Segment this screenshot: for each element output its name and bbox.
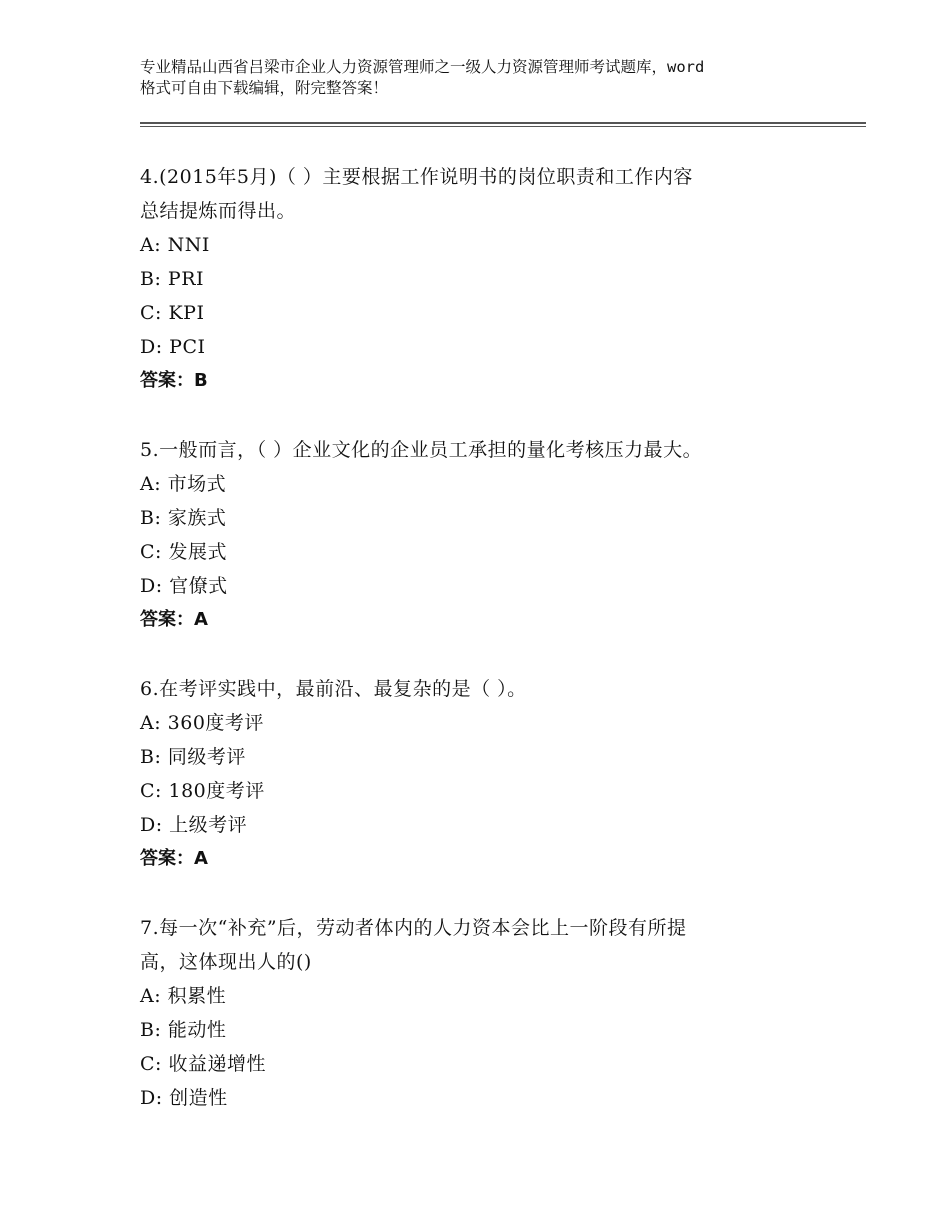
header-line-1: 专业精品山西省吕梁市企业人力资源管理师之一级人力资源管理师考试题库，word: [140, 58, 705, 76]
question-stem: 7.每一次“补充”后，劳动者体内的人力资本会比上一阶段有所提: [140, 917, 687, 939]
question-6: [140, 672, 820, 876]
option-b: B: 能动性: [140, 1019, 227, 1041]
answer: 答案：A: [140, 848, 208, 869]
question-stem: 总结提炼而得出。: [140, 200, 297, 222]
question-stem: 高，这体现出人的(): [140, 951, 312, 973]
question-5: [140, 433, 820, 637]
option-b: B: 同级考评: [140, 746, 246, 768]
answer: 答案：A: [140, 609, 208, 630]
option-d: D: 官僚式: [140, 575, 228, 597]
option-a: A: NNI: [140, 234, 210, 256]
option-d: D: 上级考评: [140, 814, 248, 836]
option-d: D: 创造性: [140, 1087, 228, 1109]
header-line-2: 格式可自由下载编辑，附完整答案！: [140, 79, 389, 97]
question-stem: 5.一般而言，（ ）企业文化的企业员工承担的量化考核压力最大。: [140, 439, 703, 461]
option-a: A: 市场式: [140, 473, 227, 495]
header-divider-thick: [140, 122, 866, 124]
document-header: [140, 57, 840, 99]
option-a: A: 积累性: [140, 985, 227, 1007]
question-stem: 6.在考评实践中，最前沿、最复杂的是（ ）。: [140, 678, 527, 700]
option-b: B: PRI: [140, 268, 204, 290]
answer: 答案：B: [140, 370, 208, 391]
option-b: B: 家族式: [140, 507, 227, 529]
option-a: A: 360度考评: [140, 712, 264, 734]
question-4: [140, 160, 820, 398]
option-c: C: 发展式: [140, 541, 227, 563]
option-c: C: KPI: [140, 302, 205, 324]
option-c: C: 收益递增性: [140, 1053, 266, 1075]
question-7: [140, 911, 820, 1115]
option-d: D: PCI: [140, 336, 206, 358]
option-c: C: 180度考评: [140, 780, 265, 802]
question-stem: 4.(2015年5月)（ ）主要根据工作说明书的岗位职责和工作内容: [140, 166, 693, 188]
header-divider-thin: [140, 126, 866, 127]
